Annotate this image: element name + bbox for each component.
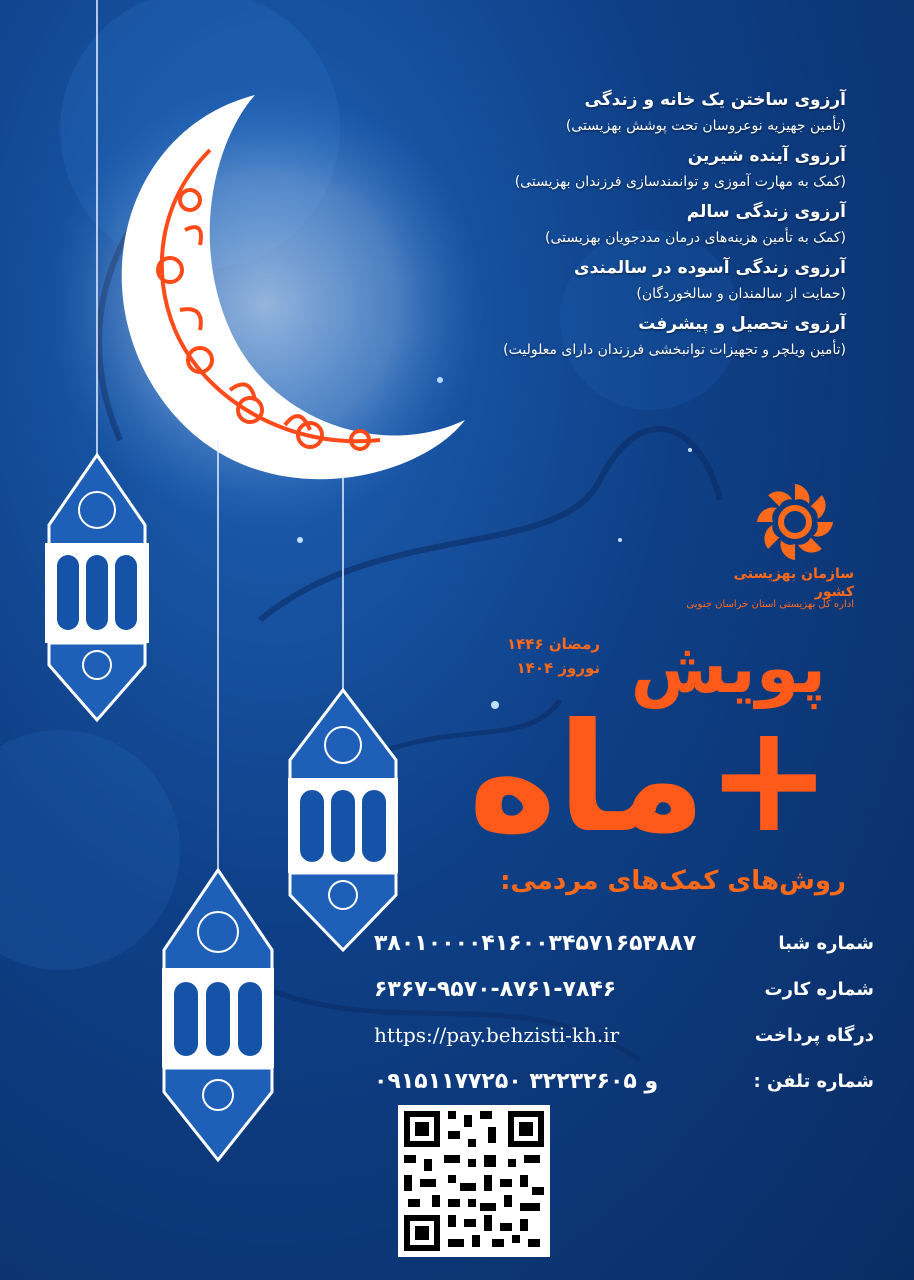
wish-item	[326, 142, 846, 194]
methods-title: روش‌های کمک‌های مردمی:	[500, 866, 846, 896]
payment-info	[374, 920, 874, 1104]
card-value: ۶۳۶۷-۹۵۷۰-۸۷۶۱-۷۸۴۶	[374, 976, 617, 1002]
wish-item	[326, 310, 846, 362]
wish-item	[326, 86, 846, 138]
lantern-icon	[288, 690, 398, 950]
wish-title: آرزوی ساختن یک خانه و زندگی	[584, 90, 846, 110]
wish-subtitle: (کمک به تأمین هزینه‌های درمان مددجویان بهزیستی)	[544, 230, 846, 246]
qr-code-icon[interactable]	[398, 1105, 550, 1257]
phone-value: ۰۹۱۵۱۱۷۷۲۵۰ و ۳۲۲۳۲۶۰۵	[374, 1068, 659, 1094]
wish-item	[326, 198, 846, 250]
phone-row	[374, 1058, 874, 1104]
nowruz-date: نوروز ۱۴۰۴	[516, 659, 600, 677]
phone-label: شماره تلفن :	[753, 1070, 874, 1092]
gateway-link[interactable]: https://pay.behzisti-kh.ir	[374, 1023, 620, 1047]
wish-subtitle: (حمایت از سالمندان و سالخوردگان)	[636, 286, 846, 302]
wish-title: آرزوی آینده شیرین	[687, 146, 846, 166]
wishes-list	[326, 86, 846, 366]
plus-mah-logo	[460, 700, 840, 850]
plus-mah-text: +ماه	[468, 700, 832, 850]
lantern-icon	[45, 455, 149, 720]
wish-title: آرزوی تحصیل و پیشرفت	[638, 314, 846, 334]
campaign-dates	[460, 632, 600, 680]
wish-subtitle: (کمک به مهارت آموزی و توانمندسازی فرزندان بهزیستی)	[514, 174, 846, 190]
ramadan-date: رمضان ۱۴۴۶	[507, 635, 600, 653]
lantern-icon	[162, 870, 274, 1160]
wish-subtitle: (تأمین ویلچر و تجهیزات توانبخشی فرزندان دارای معلولیت)	[503, 342, 846, 358]
sheba-row	[374, 920, 874, 966]
card-label: شماره کارت	[764, 978, 874, 1000]
gateway-label: درگاه پرداخت	[754, 1024, 874, 1046]
wish-item	[326, 254, 846, 306]
gateway-row	[374, 1012, 874, 1058]
card-row	[374, 966, 874, 1012]
org-name: سازمان بهزیستی کشور	[733, 566, 854, 600]
org-subname: اداره کل بهزیستی استان خراسان جنوبی	[686, 599, 854, 610]
sheba-value: ۳۸۰۱۰۰۰۰۴۱۶۰۰۳۴۵۷۱۶۵۳۸۸۷	[374, 930, 697, 956]
wish-subtitle: (تأمین جهیزیه نوعروسان تحت پوشش بهزیستی)	[565, 118, 846, 134]
sheba-label: شماره شبا	[778, 932, 874, 954]
campaign-title: پویش	[630, 627, 826, 709]
wish-title: آرزوی زندگی سالم	[686, 202, 846, 222]
wish-title: آرزوی زندگی آسوده در سالمندی	[574, 258, 846, 278]
